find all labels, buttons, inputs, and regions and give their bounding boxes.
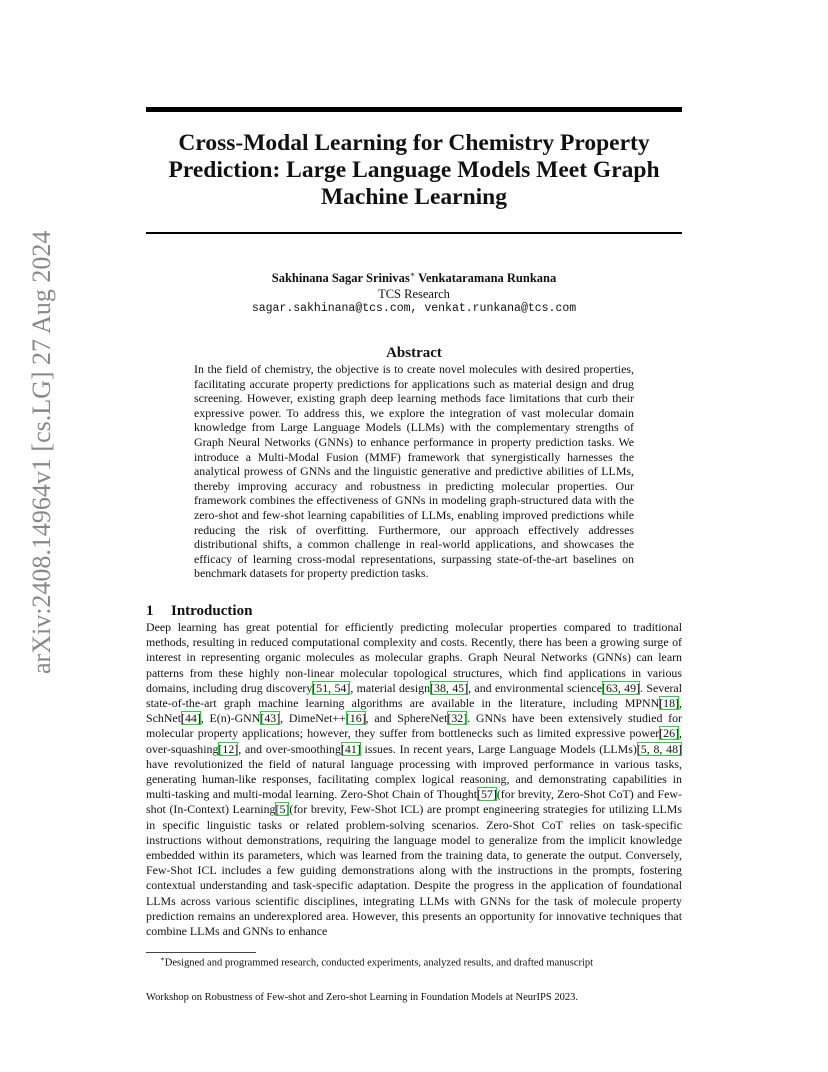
citation-link[interactable]: [5, 8, 48]: [636, 741, 682, 756]
citation-link[interactable]: [57]: [477, 787, 497, 802]
author-1: Sakhinana Sagar Srinivas: [271, 271, 410, 286]
intro-text: , E(n)-GNN: [200, 711, 261, 726]
intro-text: , over-squashing: [146, 726, 682, 756]
citation-link[interactable]: [12]: [218, 741, 239, 756]
citation-link[interactable]: [18]: [659, 696, 680, 711]
author-line: [146, 270, 682, 286]
citation-link[interactable]: [16]: [345, 711, 366, 726]
title-bottom-rule: [146, 232, 682, 234]
affiliation: TCS Research: [378, 287, 450, 301]
section-heading: [146, 603, 252, 620]
intro-text: . Several state-of-the-art graph machine learning algorithms are available in the literature, including MPNN: [146, 680, 683, 711]
citation-link[interactable]: [51, 54]: [312, 680, 351, 695]
title-top-rule: [146, 107, 682, 112]
footnote-rule: [146, 952, 256, 953]
intro-text: (for brevity, Few-Shot ICL) are prompt engineering strategies for utilizing LLMs in specific linguistic tasks or related problem-solving scenarios. Zero-Shot CoT relies on task-specific instructions without demonstrations, requiring the language model to generalize from the implicit knowledge embedded within its parameters, which was learned from the training data, to generate the output. Conversely, Few-Shot ICL includes a few guiding demonstrations along with the instructions in the prompts, fostering contextual understanding and task-specific adaptation. Despite the progress in the application of foundational LLMs across various scientific disciplines, integrating LLMs with GNNs for the task of molecule property prediction remains an underexplored area. However, this presents an opportunity for innovative techniques that combine LLMs and GNNs to enhance: [146, 802, 683, 939]
abstract-body: In the field of chemistry, the objective is to create novel molecules with desired properties, facilitating accurate property predictions for applications such as material design and drug screening. However, existing graph deep learning methods face limitations that curb their expressive power. To address this, we explore the integration of vast molecular domain knowledge from Large Language Models (LLMs) with the complementary strengths of Graph Neural Networks (GNNs) to enhance performance in property prediction tasks. We introduce a Multi-Modal Fusion (MMF) framework that synergistically harnesses the analytical prowess of GNNs and the linguistic generative and predictive abilities of LLMs, thereby improving accuracy and robustness in predicting molecular properties. Our framework combines the effectiveness of GNNs in modeling graph-structured data with the zero-shot and few-shot learning capabilities of LLMs, enabling improved predictions while reducing the risk of overfitting. Furthermore, our approach effectively addresses distributional shifts, a common challenge in real-world applications, and showcases the efficacy of learning cross-modal representations, surpassing state-of-the-art baselines on benchmark datasets for property prediction tasks.: [194, 362, 634, 581]
intro-text: , and SphereNet: [365, 711, 448, 726]
footnote-text: Designed and programmed research, conducted experiments, analyzed results, and drafted manuscript: [164, 957, 594, 969]
citation-link[interactable]: [5]: [275, 802, 290, 817]
citation-link[interactable]: [44]: [181, 711, 201, 726]
citation-link[interactable]: [26]: [659, 726, 680, 741]
author-footnote-mark[interactable]: ∗: [409, 270, 416, 279]
citation-link[interactable]: [38, 45]: [430, 680, 469, 695]
intro-text: , and over-smoothing: [238, 741, 341, 756]
paper-title: Cross-Modal Learning for Chemistry Property Prediction: Large Language Models Meet Graph Machine Learning: [168, 130, 660, 210]
intro-text: issues. In recent years, Large Language Models (LLMs): [360, 741, 637, 756]
citation-link[interactable]: [41]: [340, 741, 361, 756]
intro-text: , DimeNet++: [280, 711, 346, 726]
author-emails[interactable]: sagar.sakhinana@tcs.com, venkat.runkana@tcs.com: [251, 302, 577, 315]
author-2: Venkataramana Runkana: [418, 271, 557, 286]
footnote-mark: ∗: [160, 955, 165, 963]
introduction-paragraph: [146, 620, 682, 939]
intro-text: Deep learning has great potential for efficiently predicting molecular properties compared to traditional methods, resulting in reduced computational complexity and costs. Recently, there has been a growing surge of interest in representing organic molecules as molecular graphs. Graph Neural Networks (GNNs) can learn patterns from these highly non-linear molecular topological structures, which find applications in various domains, including drug discovery: [146, 620, 682, 695]
intro-text: . GNNs have been extensively studied for molecular property applications; however, they suffer from bottlenecks such as limited expressive power: [146, 711, 682, 741]
footnote: [160, 955, 593, 969]
venue-footer: Workshop on Robustness of Few-shot and Zero-shot Learning in Foundation Models at NeurIPS 2023.: [146, 992, 578, 1003]
arxiv-identifier[interactable]: arXiv:2408.14964v1 [cs.LG] 27 Aug 2024: [27, 230, 56, 674]
intro-text: (for brevity, Zero-Shot CoT) and Few-shot (In-Context) Learning: [146, 787, 682, 817]
intro-text: have revolutionized the field of natural language processing with improved performance in various tasks, generating human-like responses, facilitating complex logical reasoning, and demonstrating capabilities in multi-tasking and multi-modal learning. Zero-Shot Chain of Thought: [146, 756, 682, 802]
section-title: Introduction: [171, 603, 253, 619]
citation-link[interactable]: [63, 49]: [601, 680, 641, 695]
intro-text: , material design: [350, 680, 431, 695]
section-number: 1: [146, 603, 154, 619]
intro-text: , and environmental science: [468, 680, 602, 695]
abstract-heading: Abstract: [386, 345, 442, 361]
citation-link[interactable]: [32]: [447, 711, 468, 726]
intro-text: , SchNet: [146, 696, 682, 726]
citation-link[interactable]: [43]: [260, 711, 281, 726]
